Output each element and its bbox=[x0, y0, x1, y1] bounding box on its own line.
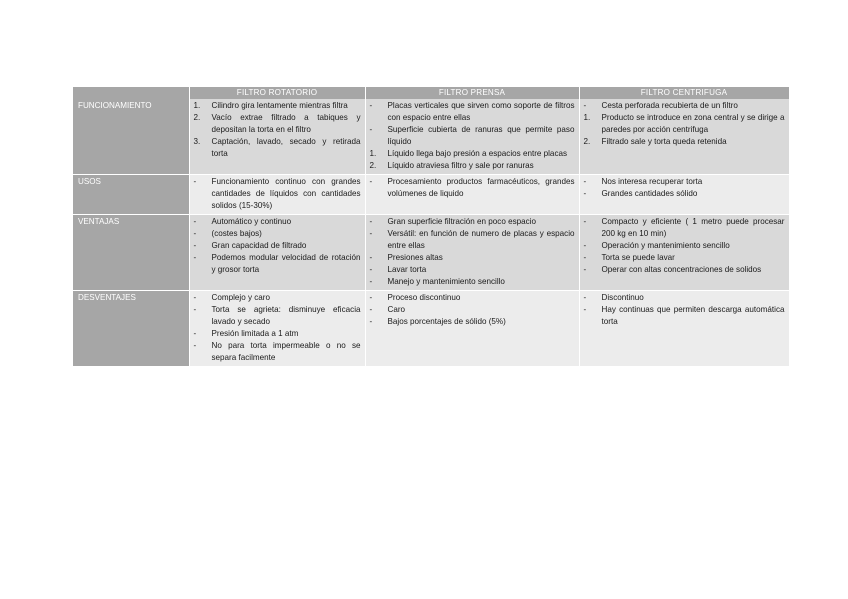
list-marker: - bbox=[583, 253, 587, 262]
list-item bbox=[194, 216, 361, 228]
list-item-text: Discontinuo bbox=[601, 293, 644, 302]
list-marker: - bbox=[583, 177, 587, 186]
list-item bbox=[370, 252, 575, 264]
cell-prensa bbox=[365, 175, 579, 215]
list-item-text: Complejo y caro bbox=[211, 293, 270, 302]
list-item-text: Torta se agrieta: disminuye eficacia lavado y secado bbox=[211, 305, 361, 326]
list-item-text: Automático y continuo bbox=[211, 217, 292, 226]
list-item bbox=[584, 136, 785, 148]
list-item-text: Lavar torta bbox=[387, 265, 427, 274]
list-item bbox=[370, 292, 575, 304]
list-item bbox=[194, 136, 361, 160]
list-item bbox=[194, 176, 361, 212]
list-marker: - bbox=[369, 265, 373, 274]
list-item bbox=[584, 100, 785, 112]
list-marker: - bbox=[369, 305, 373, 314]
item-list bbox=[370, 292, 575, 328]
row-label: DESVENTAJES bbox=[73, 291, 189, 367]
header-corner bbox=[73, 87, 189, 99]
list-marker: - bbox=[369, 293, 373, 302]
list-marker: - bbox=[583, 101, 587, 110]
list-marker: - bbox=[193, 293, 197, 302]
list-item bbox=[370, 216, 575, 228]
list-item-text: Procesamiento productos farmacéuticos, grandes volúmenes de liquido bbox=[387, 177, 575, 198]
table-row bbox=[73, 99, 789, 175]
item-list bbox=[194, 176, 361, 212]
list-item bbox=[194, 240, 361, 252]
list-item-text: (costes bajos) bbox=[211, 229, 262, 238]
list-marker: - bbox=[369, 217, 373, 226]
cell-rotatorio bbox=[189, 215, 365, 291]
table-row bbox=[73, 291, 789, 367]
list-item-text: Presiones altas bbox=[387, 253, 443, 262]
list-item-text: Operación y mantenimiento sencillo bbox=[601, 241, 730, 250]
list-marker: - bbox=[193, 253, 197, 262]
cell-centrifuga bbox=[579, 215, 789, 291]
cell-prensa bbox=[365, 99, 579, 175]
list-item-text: Caro bbox=[387, 305, 406, 314]
list-item-text: Versátil: en función de numero de placas y espacio entre ellas bbox=[387, 229, 575, 250]
list-marker: - bbox=[583, 217, 587, 226]
list-marker: - bbox=[193, 229, 197, 238]
list-item-text: Gran capacidad de filtrado bbox=[211, 241, 307, 250]
cell-centrifuga bbox=[579, 99, 789, 175]
list-marker: 1. bbox=[369, 149, 377, 158]
list-marker: - bbox=[369, 253, 373, 262]
list-item bbox=[584, 112, 785, 136]
list-item-text: Filtrado sale y torta queda retenida bbox=[601, 137, 727, 146]
item-list bbox=[194, 100, 361, 160]
cell-prensa bbox=[365, 215, 579, 291]
list-item bbox=[584, 188, 785, 200]
list-marker: - bbox=[193, 241, 197, 250]
list-item bbox=[370, 264, 575, 276]
list-item-text: Compacto y eficiente ( 1 metro puede procesar 200 kg en 10 min) bbox=[601, 217, 785, 238]
row-label: VENTAJAS bbox=[73, 215, 189, 291]
list-item bbox=[584, 264, 785, 276]
table-row bbox=[73, 215, 789, 291]
list-item bbox=[370, 160, 575, 172]
list-item bbox=[194, 304, 361, 328]
list-item bbox=[370, 228, 575, 252]
list-item-text: Torta se puede lavar bbox=[601, 253, 675, 262]
list-item-text: Producto se introduce en zona central y se dirige a paredes por acción centrifuga bbox=[601, 113, 785, 134]
list-item bbox=[584, 176, 785, 188]
header-filtro-prensa: FILTRO PRENSA bbox=[365, 87, 579, 99]
list-marker: - bbox=[583, 189, 587, 198]
list-marker: - bbox=[583, 241, 587, 250]
cell-rotatorio bbox=[189, 175, 365, 215]
list-item-text: Bajos porcentajes de sólido (5%) bbox=[387, 317, 506, 326]
list-item bbox=[584, 252, 785, 264]
list-item bbox=[194, 252, 361, 276]
list-marker: - bbox=[193, 305, 197, 314]
list-item-text: Captación, lavado, secado y retirada torta bbox=[211, 137, 361, 158]
list-item-text: Gran superficie filtración en poco espacio bbox=[387, 217, 536, 226]
cell-rotatorio bbox=[189, 291, 365, 367]
list-marker: 2. bbox=[583, 137, 591, 146]
list-marker: 2. bbox=[369, 161, 377, 170]
list-item bbox=[584, 292, 785, 304]
list-item bbox=[370, 100, 575, 124]
list-item bbox=[370, 276, 575, 288]
list-item bbox=[194, 228, 361, 240]
list-item-text: Vacío extrae filtrado a tabiques y depositan la torta en el filtro bbox=[211, 113, 361, 134]
list-marker: - bbox=[583, 293, 587, 302]
cell-centrifuga bbox=[579, 175, 789, 215]
item-list bbox=[194, 216, 361, 276]
list-item-text: Líquido atraviesa filtro y sale por ranuras bbox=[387, 161, 534, 170]
list-item-text: Placas verticales que sirven como soporte de filtros con espacio entre ellas bbox=[387, 101, 575, 122]
list-marker: - bbox=[369, 101, 373, 110]
list-item bbox=[584, 240, 785, 252]
item-list bbox=[584, 216, 785, 276]
list-item-text: Funcionamiento continuo con grandes cantidades de líquidos con cantidades solidos (15-30%) bbox=[211, 177, 361, 210]
list-marker: - bbox=[583, 265, 587, 274]
list-item bbox=[370, 176, 575, 200]
item-list bbox=[370, 176, 575, 200]
header-row bbox=[73, 87, 789, 99]
cell-centrifuga bbox=[579, 291, 789, 367]
list-marker: - bbox=[369, 177, 373, 186]
list-item-text: Presión limitada a 1 atm bbox=[211, 329, 299, 338]
list-item-text: Manejo y mantenimiento sencillo bbox=[387, 277, 505, 286]
cell-rotatorio bbox=[189, 99, 365, 175]
list-item-text: Grandes cantidades sólido bbox=[601, 189, 698, 198]
item-list bbox=[370, 100, 575, 172]
comparison-table bbox=[73, 87, 790, 367]
list-marker: - bbox=[583, 305, 587, 314]
list-marker: - bbox=[193, 329, 197, 338]
cell-prensa bbox=[365, 291, 579, 367]
row-label: FUNCIONAMIENTO bbox=[73, 99, 189, 175]
list-item bbox=[370, 316, 575, 328]
list-marker: - bbox=[193, 177, 197, 186]
list-marker: - bbox=[369, 125, 373, 134]
item-list bbox=[370, 216, 575, 288]
list-item-text: Superficie cubierta de ranuras que permite paso líquido bbox=[387, 125, 575, 146]
list-item-text: No para torta impermeable o no se separa facilmente bbox=[211, 341, 361, 362]
list-marker: - bbox=[369, 229, 373, 238]
item-list bbox=[584, 292, 785, 328]
list-marker: 2. bbox=[193, 113, 201, 122]
item-list bbox=[584, 176, 785, 200]
list-marker: - bbox=[193, 341, 197, 350]
item-list bbox=[584, 100, 785, 148]
header-filtro-rotatorio: FILTRO ROTATORIO bbox=[189, 87, 365, 99]
list-item bbox=[194, 100, 361, 112]
header-filtro-centrifuga: FILTRO CENTRIFUGA bbox=[579, 87, 789, 99]
list-item bbox=[194, 292, 361, 304]
list-marker: - bbox=[193, 217, 197, 226]
list-item bbox=[584, 304, 785, 328]
list-item-text: Cesta perforada recubierta de un filtro bbox=[601, 101, 738, 110]
list-item bbox=[370, 148, 575, 160]
table-row bbox=[73, 175, 789, 215]
list-marker: 1. bbox=[583, 113, 591, 122]
list-item-text: Operar con altas concentraciones de solidos bbox=[601, 265, 762, 274]
list-item-text: Líquido llega bajo presión a espacios entre placas bbox=[387, 149, 568, 158]
list-item-text: Proceso discontinuo bbox=[387, 293, 461, 302]
list-item-text: Nos interesa recuperar torta bbox=[601, 177, 703, 186]
list-item bbox=[370, 124, 575, 148]
row-label: USOS bbox=[73, 175, 189, 215]
list-item bbox=[194, 112, 361, 136]
list-item-text: Cilindro gira lentamente mientras filtra bbox=[211, 101, 348, 110]
list-marker: 1. bbox=[193, 101, 201, 110]
list-item bbox=[194, 328, 361, 340]
list-item bbox=[370, 304, 575, 316]
list-item bbox=[194, 340, 361, 364]
list-item-text: Hay continuas que permiten descarga automática torta bbox=[601, 305, 785, 326]
list-item bbox=[584, 216, 785, 240]
list-marker: 3. bbox=[193, 137, 201, 146]
list-item-text: Podemos modular velocidad de rotación y grosor torta bbox=[211, 253, 361, 274]
list-marker: - bbox=[369, 317, 373, 326]
item-list bbox=[194, 292, 361, 364]
list-marker: - bbox=[369, 277, 373, 286]
